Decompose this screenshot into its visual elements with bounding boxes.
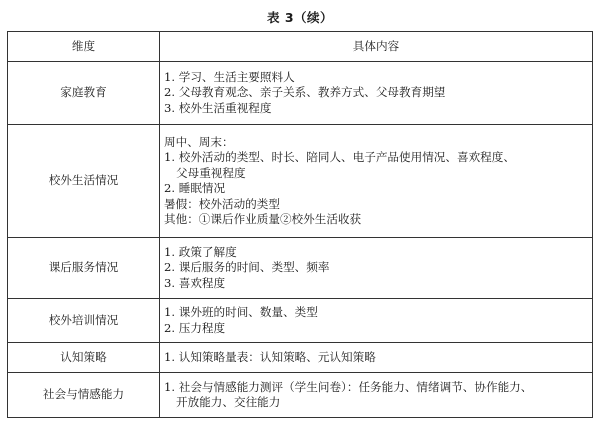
table-row (8, 62, 593, 125)
table-caption: 表 3（续） (266, 10, 334, 25)
row-content (160, 373, 593, 418)
content-line: 2. 课后服务的时间、类型、频率 (164, 260, 330, 275)
content-line: 2. 睡眠情况 (164, 181, 226, 195)
header-dimension: 维度 (8, 32, 160, 62)
row-dimension: 社会与情感能力 (8, 373, 160, 418)
row-dimension: 课后服务情况 (8, 238, 160, 299)
row-content (160, 343, 593, 373)
row-dimension: 校外培训情况 (8, 299, 160, 343)
content-line: 1. 政策了解度 (164, 244, 237, 259)
row-content (160, 125, 593, 238)
row-content (160, 62, 593, 125)
content-line: 开放能力、交往能力 (176, 395, 281, 409)
content-line: 暑假：校外活动的类型 (164, 196, 280, 211)
content-line: 其他：①课后作业质量②校外生活收获 (164, 212, 362, 226)
content-line: 2. 父母教育观念、亲子关系、教养方式、父母教育期望 (164, 85, 446, 100)
header-row (8, 32, 593, 62)
content-line: 3. 喜欢程度 (164, 275, 226, 290)
table-row (8, 343, 593, 373)
content-line: 1. 课外班的时间、数量、类型 (164, 305, 318, 319)
row-dimension: 校外生活情况 (8, 125, 160, 238)
content-line: 1. 认知策略量表：认知策略、元认知策略 (164, 349, 376, 364)
row-dimension: 认知策略 (8, 343, 160, 373)
table-row (8, 299, 593, 343)
content-line: 1. 校外活动的类型、时长、陪同人、电子产品使用情况、喜欢程度、 (164, 150, 515, 164)
content-line: 3. 校外生活重视程度 (164, 100, 272, 115)
content-line: 1. 社会与情感能力测评（学生问卷）：任务能力、情绪调节、协作能力、 (164, 379, 533, 394)
row-content (160, 238, 593, 299)
content-line: 父母重视程度 (176, 165, 246, 180)
header-content: 具体内容 (160, 32, 593, 62)
table-row (8, 125, 593, 238)
content-line: 2. 压力程度 (164, 320, 226, 335)
data-table (7, 31, 593, 418)
table-row (8, 373, 593, 418)
content-line: 1. 学习、生活主要照料人 (164, 69, 295, 84)
content-line: 周中、周末： (164, 134, 234, 149)
table-row (8, 238, 593, 299)
row-dimension: 家庭教育 (8, 62, 160, 125)
row-content (160, 299, 593, 343)
